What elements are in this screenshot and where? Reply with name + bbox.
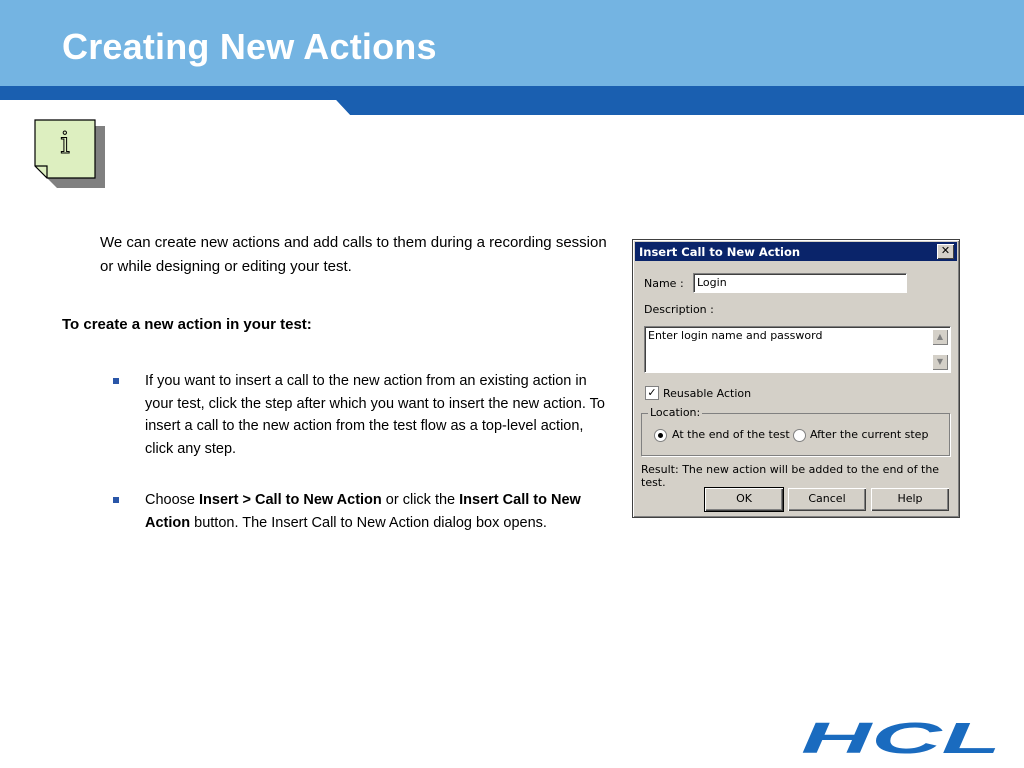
radio-after-current-step-label: After the current step (810, 428, 929, 441)
bullet-marker (113, 497, 119, 503)
section-subheading: To create a new action in your test: (62, 316, 312, 333)
checkmark-icon: ✓ (647, 386, 657, 399)
bullet-text: Choose Insert > Call to New Action or click the Insert Call to New Action button. The Insert Call to New Action dialog box opens. (145, 492, 581, 531)
logo-text: HCL (801, 720, 1001, 756)
scroll-up-icon[interactable]: ▲ (932, 329, 948, 345)
description-value: Enter login name and password (648, 329, 823, 342)
location-group (641, 406, 950, 456)
bullet-marker (113, 378, 119, 384)
name-label: Name : (644, 277, 684, 290)
help-button[interactable]: Help (871, 488, 949, 511)
description-field[interactable] (644, 326, 951, 373)
name-value: Login (697, 276, 727, 289)
svg-text:i: i (60, 126, 70, 161)
menu-path-text: Insert > Call to New Action (199, 492, 382, 508)
ok-button[interactable]: OK (705, 488, 783, 511)
dialog-title: Insert Call to New Action (639, 245, 801, 259)
reusable-checkbox[interactable] (645, 386, 659, 400)
dialog-titlebar (635, 242, 957, 261)
close-icon[interactable]: ✕ (937, 244, 954, 259)
hcl-logo (798, 720, 1004, 756)
insert-call-dialog (632, 239, 960, 518)
radio-end-of-test-label: At the end of the test (672, 428, 790, 441)
radio-after-current-step[interactable] (793, 429, 806, 442)
bullet-text: If you want to insert a call to the new action from an existing action in your test, click the step after which you want to insert the new action. To insert a call to the new action from the test flow as a top-level action, click any step. (145, 373, 605, 457)
button-name-text: Insert Call to New Action (145, 492, 581, 531)
info-note-icon (33, 118, 107, 190)
reusable-label: Reusable Action (663, 387, 752, 400)
scroll-down-icon[interactable]: ▼ (932, 354, 948, 370)
intro-paragraph: We can create new actions and add calls to them during a recording session or while designing or editing your test. (100, 234, 607, 275)
result-text: Result: The new action will be added to the end of the test. (641, 463, 940, 489)
cancel-button[interactable]: Cancel (788, 488, 866, 511)
description-label: Description : (644, 303, 714, 316)
name-field[interactable] (693, 273, 907, 293)
location-label: Location: (650, 406, 701, 419)
radio-end-of-test[interactable] (654, 429, 667, 442)
header-strip (0, 86, 1024, 116)
page-title: Creating New Actions (62, 26, 437, 67)
